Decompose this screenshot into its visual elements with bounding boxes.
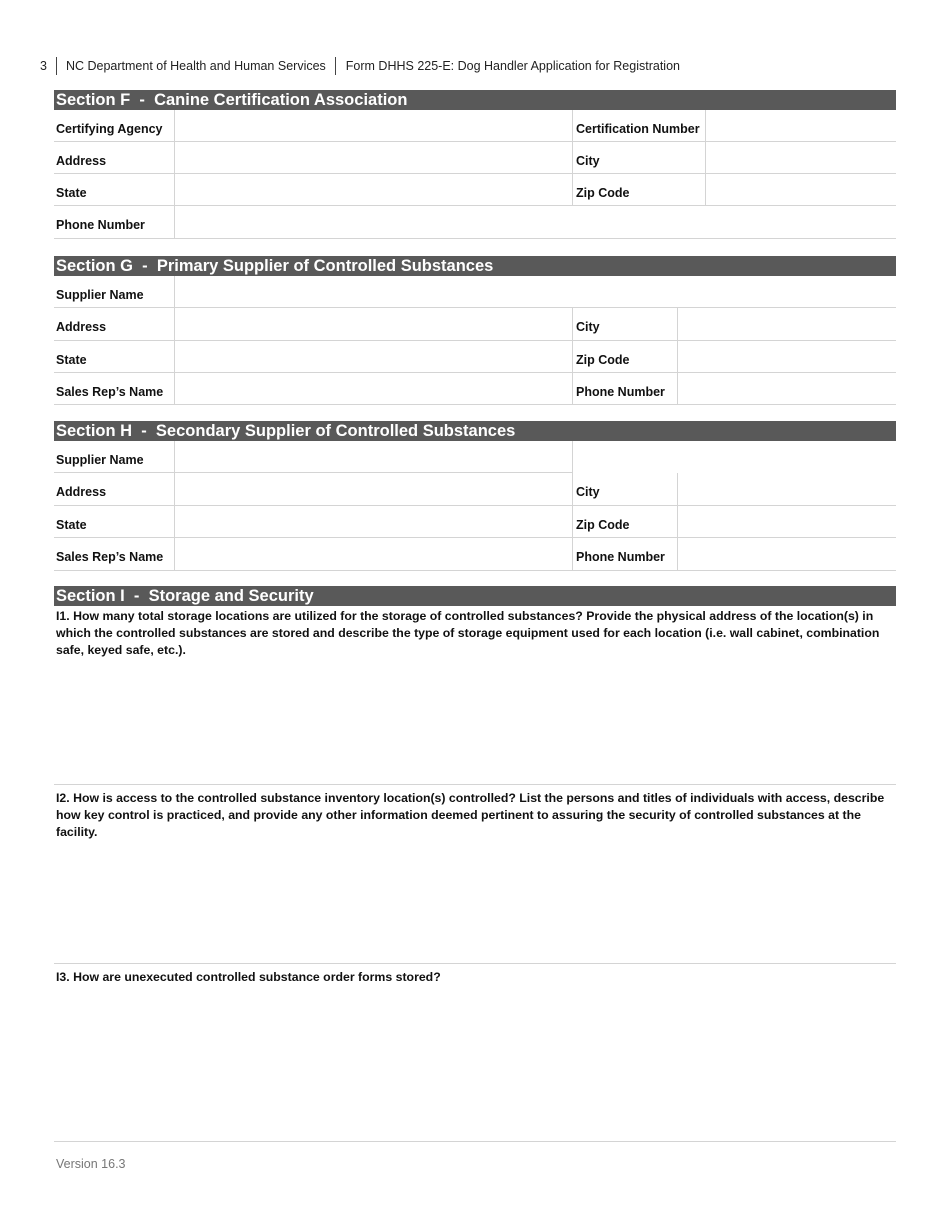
grid-divider	[705, 110, 706, 206]
supplier-name-field[interactable]	[175, 276, 896, 307]
address-label: Address	[56, 485, 107, 499]
section-f-grid	[54, 110, 896, 239]
section-f	[54, 90, 896, 239]
certification-number-label: Certification Number	[576, 122, 700, 136]
zip-code-field[interactable]	[706, 174, 896, 205]
state-field[interactable]	[175, 174, 572, 205]
department-name: NC Department of Health and Human Services	[65, 59, 326, 73]
section-i	[54, 586, 896, 1124]
question-i2: I2. How is access to the controlled substance inventory location(s) controlled? List the persons and titles of individuals with access, describe how key control is practiced, and provide any other information deemed pertinent to assuring the security of controlled substances at the facility.	[56, 791, 885, 839]
address-label: Address	[56, 154, 107, 168]
state-field[interactable]	[175, 506, 572, 537]
state-label: State	[56, 518, 87, 532]
question-i1: I1. How many total storage locations are utilized for the storage of controlled substances? Provide the physical address of the location(s) in which the controlled substances are stored and describe the type of storage equipment used for each location (i.e. wall cabinet, combination safe, keyed safe, etc.).	[56, 609, 880, 657]
state-label: State	[56, 353, 87, 367]
supplier-name-field[interactable]	[175, 441, 572, 473]
row-supplier-name	[54, 441, 896, 473]
phone-number-label: Phone Number	[576, 550, 665, 564]
section-g	[54, 256, 896, 405]
zip-code-field[interactable]	[678, 341, 896, 372]
row-state	[54, 341, 896, 373]
supplier-name-label: Supplier Name	[56, 453, 144, 467]
certification-number-field[interactable]	[706, 110, 896, 141]
row-address	[54, 142, 896, 174]
city-field[interactable]	[706, 142, 896, 173]
address-label: Address	[56, 320, 107, 334]
sales-rep-name-label: Sales Rep’s Name	[56, 385, 164, 399]
certifying-agency-label: Certifying Agency	[56, 122, 163, 136]
sales-rep-name-field[interactable]	[175, 373, 572, 404]
section-f-title: Section F - Canine Certification Association	[54, 90, 896, 110]
section-h-title: Section H - Secondary Supplier of Controlled Substances	[54, 421, 896, 441]
state-field[interactable]	[175, 341, 572, 372]
city-label: City	[576, 485, 600, 499]
section-h-grid	[54, 441, 896, 571]
grid-divider	[677, 473, 678, 571]
version-label: Version 16.3	[56, 1157, 126, 1171]
zip-code-label: Zip Code	[576, 353, 630, 367]
grid-divider	[572, 441, 573, 571]
section-g-title: Section G - Primary Supplier of Controlled Substances	[54, 256, 896, 276]
address-field[interactable]	[175, 473, 572, 504]
state-label: State	[56, 186, 87, 200]
city-label: City	[576, 154, 600, 168]
footer-divider	[54, 1141, 896, 1142]
sales-rep-name-label: Sales Rep’s Name	[56, 550, 164, 564]
row-sales-rep	[54, 538, 896, 571]
grid-divider	[572, 308, 573, 405]
section-i-title: Section I - Storage and Security	[54, 586, 896, 606]
row-state	[54, 506, 896, 538]
supplier-name-label: Supplier Name	[56, 288, 144, 302]
phone-number-label: Phone Number	[56, 218, 145, 232]
zip-code-label: Zip Code	[576, 518, 630, 532]
city-field[interactable]	[678, 473, 896, 504]
grid-divider	[572, 110, 573, 206]
row-state	[54, 174, 896, 206]
row-sales-rep	[54, 373, 896, 405]
grid-divider	[174, 276, 175, 405]
page-header	[40, 57, 680, 75]
form-title: Form DHHS 225-E: Dog Handler Application for Registration	[345, 59, 680, 73]
phone-number-label: Phone Number	[576, 385, 665, 399]
row-address	[54, 308, 896, 341]
sales-rep-name-field[interactable]	[175, 538, 572, 569]
row-certifying-agency	[54, 110, 896, 142]
phone-number-field[interactable]	[175, 206, 896, 237]
row-address	[54, 473, 896, 506]
access-control-answer[interactable]	[54, 785, 896, 964]
section-h	[54, 421, 896, 571]
section-g-grid	[54, 276, 896, 405]
address-field[interactable]	[175, 308, 572, 339]
city-field[interactable]	[678, 308, 896, 339]
zip-code-field[interactable]	[678, 506, 896, 537]
address-field[interactable]	[175, 142, 572, 173]
row-phone-number	[54, 206, 896, 239]
order-forms-answer[interactable]	[54, 964, 896, 1124]
grid-divider	[174, 110, 175, 239]
zip-code-label: Zip Code	[576, 186, 630, 200]
phone-number-field[interactable]	[678, 373, 896, 404]
grid-divider	[174, 441, 175, 571]
page-number: 3	[40, 59, 47, 73]
certifying-agency-field[interactable]	[175, 110, 572, 141]
storage-locations-answer[interactable]	[54, 606, 896, 785]
grid-divider	[677, 308, 678, 405]
city-label: City	[576, 320, 600, 334]
row-supplier-name	[54, 276, 896, 308]
phone-number-field[interactable]	[678, 538, 896, 569]
question-i3: I3. How are unexecuted controlled substance order forms stored?	[56, 970, 441, 984]
